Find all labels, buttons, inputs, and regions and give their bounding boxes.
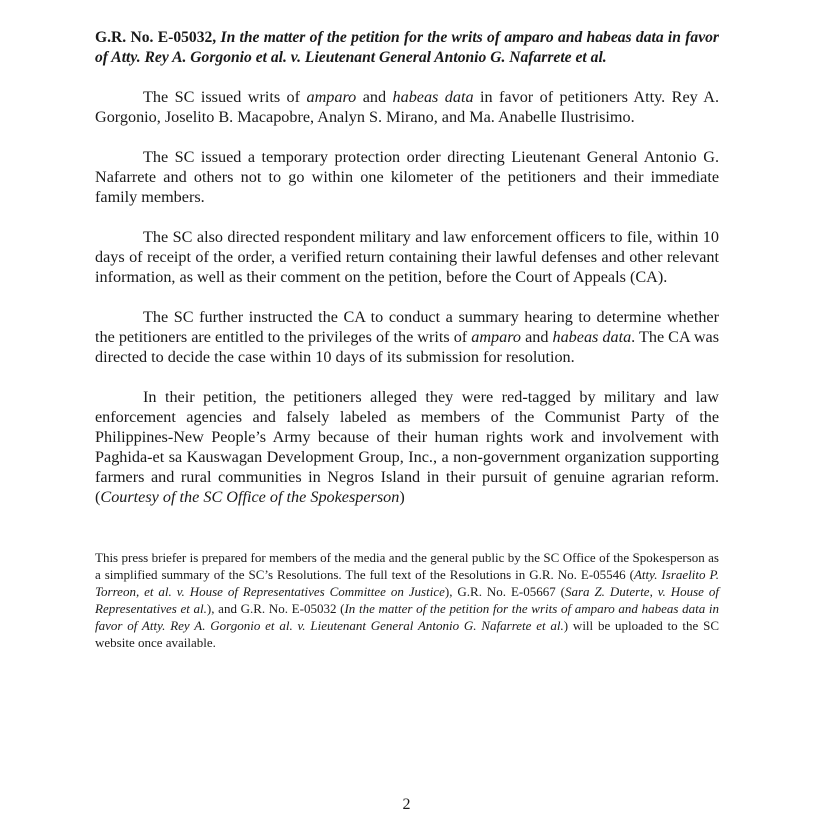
text-run: . The CA was directed to decide the case within 10 days of its submission for resolution. <box>95 328 720 366</box>
text-run: and <box>356 88 393 106</box>
text-run: in favor of petitioners Atty. Rey A. Gorgonio, Joselito B. Macapobre, Analyn S. Mirano, and Ma. Anabelle Ilustrisimo. <box>95 88 719 126</box>
text-run: ) will be uploaded to the SC website once available. <box>95 618 720 650</box>
text-run: and <box>521 328 553 346</box>
case-number: G.R. No. E-05032, <box>95 29 217 46</box>
case-citation: Atty. Israelito P. Torreon, et al. v. House of Representatives Committee on Justice <box>95 567 719 599</box>
paragraph-verified-return: The SC also directed respondent military and law enforcement officers to file, within 10 days of receipt of the order, a verified return containing their lawful defenses and other relevant information, as well as their comment on the petition, before the Court of Appeals (CA). <box>95 228 719 286</box>
case-title: In the matter of the petition for the writs of amparo and habeas data in favor of Atty. Rey A. Gorgonio et al. v. Lieutenant General Antonio G. Nafarrete et al. <box>95 29 719 66</box>
italic-term: habeas data <box>552 328 632 346</box>
case-citation: Sara Z. Duterte, v. House of Representatives et al. <box>95 584 719 616</box>
case-heading <box>95 28 719 68</box>
courtesy-credit: Courtesy of the SC Office of the Spokesperson <box>100 488 400 506</box>
case-citation: In the matter of the petition for the writs of amparo and habeas data in favor of Atty. Rey A. Gorgonio et al. v. Lieutenant General Antonio G. Nafarrete et al. <box>95 601 719 633</box>
paragraph-summary-hearing <box>95 307 719 367</box>
italic-term: amparo <box>306 88 357 106</box>
text-run: ), G.R. No. E-05667 ( <box>444 584 565 599</box>
text-run: The SC further instructed the CA to conduct a summary hearing to determine whether the petitioners are entitled to the privileges of the writs of <box>95 308 719 346</box>
text-run: This press briefer is prepared for members of the media and the general public by the SC Office of the Spokesperson as a simplified summary of the SC’s Resolutions. The full text of the Resolutions in G.R. No. E-05546 ( <box>95 550 719 582</box>
paragraph-writs-issued <box>95 87 719 127</box>
text-run: In their petition, the petitioners alleged they were red-tagged by military and law enforcement agencies and falsely labeled as members of the Communist Party of the Philippines-New People’s Army because of their human rights work and involvement with Paghida-et sa Kauswagan Development Group, Inc., a non-government organization supporting farmers and rural communities in Negros Island in their pursuit of genuine agrarian reform. ( <box>95 388 719 506</box>
paragraph-protection-order: The SC issued a temporary protection order directing Lieutenant General Antonio G. Nafarrete and others not to go within one kilometer of the petitioners and their immediate family members. <box>95 148 719 206</box>
text-run: ) <box>399 488 405 506</box>
press-briefer-note <box>95 549 719 651</box>
text-run: ), and G.R. No. E-05032 ( <box>206 601 345 616</box>
text-run: The SC issued writs of <box>143 88 307 106</box>
italic-term: amparo <box>471 328 522 346</box>
paragraph-petition-allegations <box>95 387 719 507</box>
italic-term: habeas data <box>392 88 474 106</box>
page-number: 2 <box>402 796 411 813</box>
document-body <box>95 28 719 651</box>
